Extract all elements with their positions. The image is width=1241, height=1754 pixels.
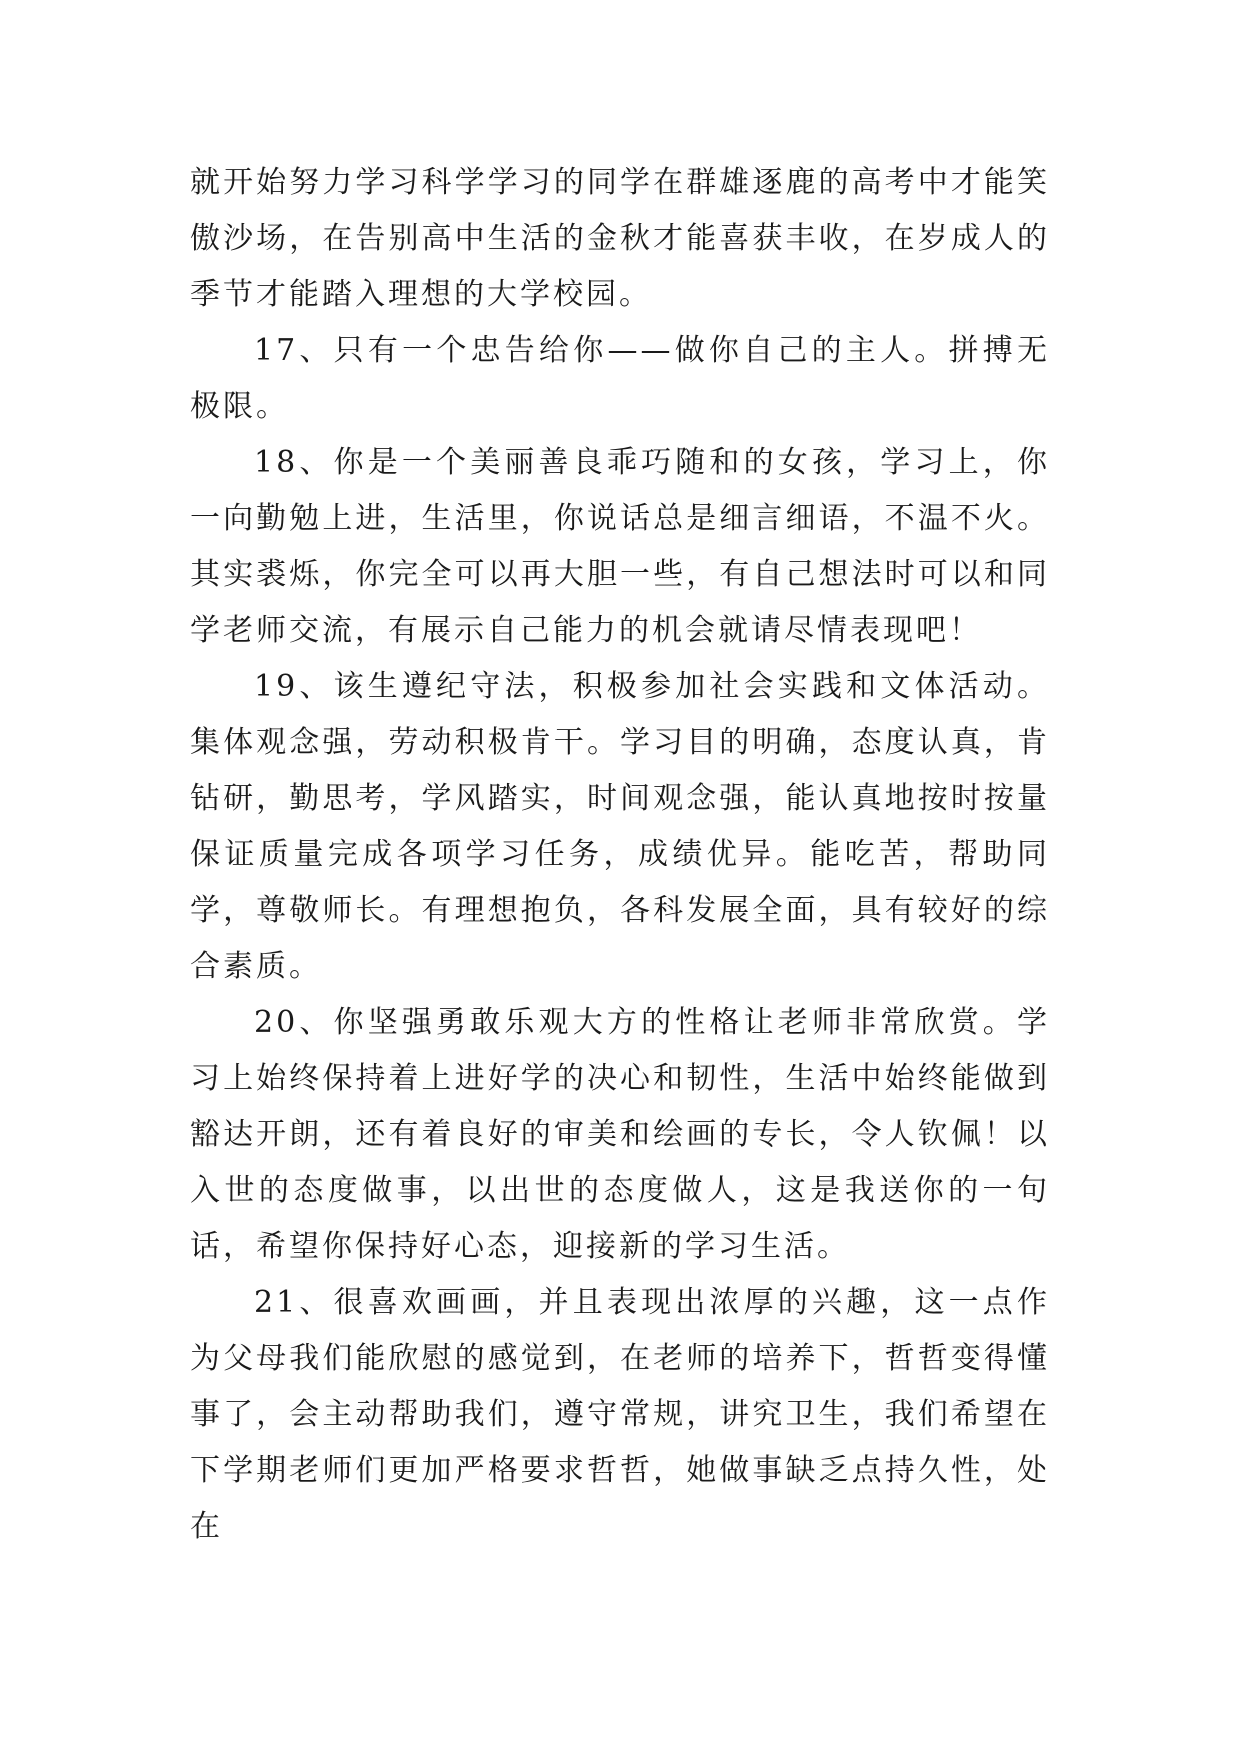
paragraph-17: 17、只有一个忠告给你——做你自己的主人。拼搏无极限。: [190, 333, 1050, 424]
paragraph-21: 21、很喜欢画画，并且表现出浓厚的兴趣，这一点作为父母我们能欣慰的感觉到，在老师的培养下，哲哲变得懂事了，会主动帮助我们，遵守常规，讲究卫生，我们希望在下学期老师们更加严格要求哲哲，她做事缺乏点持久性，处在: [190, 1285, 1050, 1544]
paragraph-20: 20、你坚强勇敢乐观大方的性格让老师非常欣赏。学习上始终保持着上进好学的决心和韧性，生活中始终能做到豁达开朗，还有着良好的审美和绘画的专长，令人钦佩！以入世的态度做事，以出世的态度做人，这是我送你的一句话，希望你保持好心态，迎接新的学习生活。: [190, 1005, 1050, 1264]
document-body: [190, 155, 1050, 1555]
paragraph-18: 18、你是一个美丽善良乖巧随和的女孩，学习上，你一向勤勉上进，生活里，你说话总是细言细语，不温不火。其实裘烁，你完全可以再大胆一些，有自己想法时可以和同学老师交流，有展示自己能力的机会就请尽情表现吧！: [190, 445, 1050, 648]
paragraph-continuation: 就开始努力学习科学学习的同学在群雄逐鹿的高考中才能笑傲沙场，在告别高中生活的金秋才能喜获丰收，在岁成人的季节才能踏入理想的大学校园。: [190, 165, 1050, 312]
paragraph-19: 19、该生遵纪守法，积极参加社会实践和文体活动。集体观念强，劳动积极肯干。学习目的明确，态度认真，肯钻研，勤思考，学风踏实，时间观念强，能认真地按时按量保证质量完成各项学习任务，成绩优异。能吃苦，帮助同学，尊敬师长。有理想抱负，各科发展全面，具有较好的综合素质。: [190, 669, 1050, 984]
